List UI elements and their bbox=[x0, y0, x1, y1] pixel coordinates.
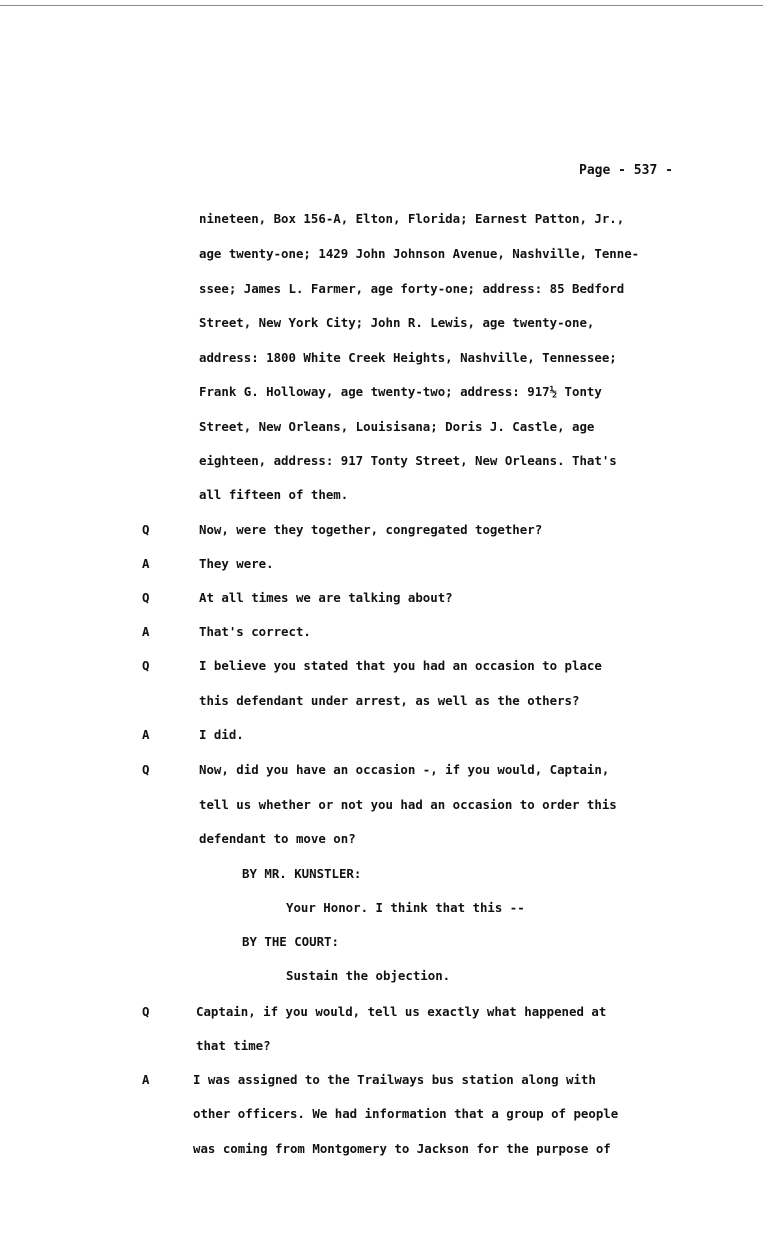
qa-line: Now, were they together, congregated together? bbox=[199, 522, 543, 537]
qa-line: That's correct. bbox=[199, 624, 311, 639]
intro-line-9: all fifteen of them. bbox=[199, 487, 349, 502]
colloquy-speaker: BY THE COURT: bbox=[242, 934, 339, 949]
colloquy-text: Sustain the objection. bbox=[286, 968, 451, 983]
qa-line: I did. bbox=[199, 727, 244, 742]
intro-line-3: ssee; James L. Farmer, age forty-one; address: 85 Bedford bbox=[199, 281, 625, 296]
qa-marker: Q bbox=[142, 522, 150, 537]
qa-line: They were. bbox=[199, 556, 274, 571]
qa-marker: A bbox=[142, 1072, 150, 1087]
qa-marker: Q bbox=[142, 658, 150, 673]
intro-line-5: address: 1800 White Creek Heights, Nashville, Tennessee; bbox=[199, 350, 617, 365]
qa-line: Now, did you have an occasion -, if you would, Captain, bbox=[199, 762, 610, 777]
intro-line-7: Street, New Orleans, Louisisana; Doris J. Castle, age bbox=[199, 419, 595, 434]
top-scan-rule bbox=[0, 5, 763, 6]
page-number: Page - 537 - bbox=[579, 163, 673, 178]
qa-line: I was assigned to the Trailways bus station along with bbox=[193, 1072, 596, 1087]
qa-line: Captain, if you would, tell us exactly what happened at bbox=[196, 1004, 607, 1019]
qa-line: that time? bbox=[196, 1038, 271, 1053]
intro-line-1: nineteen, Box 156-A, Elton, Florida; Earnest Patton, Jr., bbox=[199, 211, 625, 226]
qa-marker: A bbox=[142, 556, 150, 571]
qa-marker: Q bbox=[142, 1004, 150, 1019]
qa-marker: A bbox=[142, 624, 150, 639]
qa-marker: A bbox=[142, 727, 150, 742]
colloquy-text: Your Honor. I think that this -- bbox=[286, 900, 525, 915]
qa-marker: Q bbox=[142, 762, 150, 777]
qa-line: defendant to move on? bbox=[199, 831, 356, 846]
qa-line: tell us whether or not you had an occasion to order this bbox=[199, 797, 617, 812]
qa-line: other officers. We had information that a group of people bbox=[193, 1106, 619, 1121]
intro-line-2: age twenty-one; 1429 John Johnson Avenue, Nashville, Tenne- bbox=[199, 246, 640, 261]
intro-line-8: eighteen, address: 917 Tonty Street, New Orleans. That's bbox=[199, 453, 617, 468]
qa-line: this defendant under arrest, as well as the others? bbox=[199, 693, 580, 708]
colloquy-speaker: BY MR. KUNSTLER: bbox=[242, 866, 362, 881]
qa-marker: Q bbox=[142, 590, 150, 605]
intro-line-4: Street, New York City; John R. Lewis, age twenty-one, bbox=[199, 315, 595, 330]
qa-line: I believe you stated that you had an occasion to place bbox=[199, 658, 602, 673]
qa-line: was coming from Montgomery to Jackson for the purpose of bbox=[193, 1141, 611, 1156]
intro-line-6: Frank G. Holloway, age twenty-two; address: 917½ Tonty bbox=[199, 384, 602, 399]
qa-line: At all times we are talking about? bbox=[199, 590, 453, 605]
